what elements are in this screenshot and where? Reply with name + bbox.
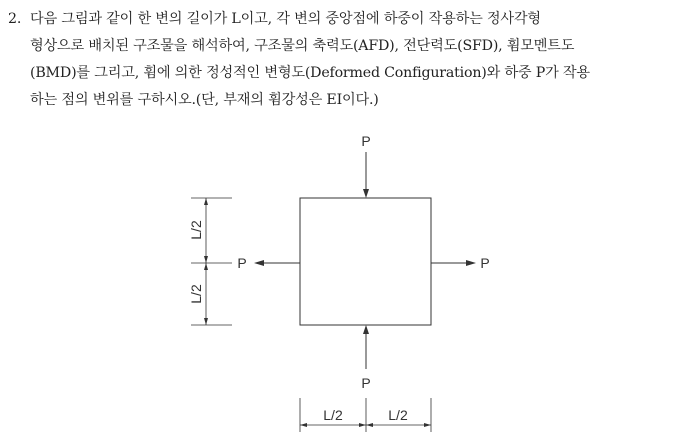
left-load-label: P [237,255,247,271]
problem-text-line-2: 형상으로 배치된 구조물을 해석하여, 구조물의 축력도(AFD), 전단력도(SFD), 휨모멘트도 [30,38,575,54]
dim-vertical-upper-label: L/2 [188,220,204,240]
square-frame [300,198,431,325]
horizontal-dimension [300,398,431,432]
top-load-label: P [361,133,371,149]
right-load-label: P [480,255,490,271]
problem-text-line-4: 하는 점의 변위를 구하시오.(단, 부재의 휨강성은 EI이다.) [30,92,379,108]
problem-text-line-1: 다음 그림과 같이 한 변의 길이가 L이고, 각 변의 중앙점에 하중이 작용하는 정사각형 [30,11,541,27]
top-load-arrowhead [363,189,369,198]
bottom-load-arrowhead [363,325,369,334]
problem-number: 2. [8,11,22,27]
dim-horizontal-left-label: L/2 [323,407,343,423]
dim-vertical-lower-label: L/2 [188,284,204,304]
bottom-load-label: P [361,375,371,391]
dim-horizontal-right-label: L/2 [388,407,408,423]
vertical-dimension [191,198,232,325]
problem-text-line-3: (BMD)를 그리고, 휨에 의한 정성적인 변형도(Deformed Configuration)와 하중 P가 작용 [30,65,590,81]
left-load-arrowhead [254,260,264,266]
right-load-arrowhead [466,260,476,266]
